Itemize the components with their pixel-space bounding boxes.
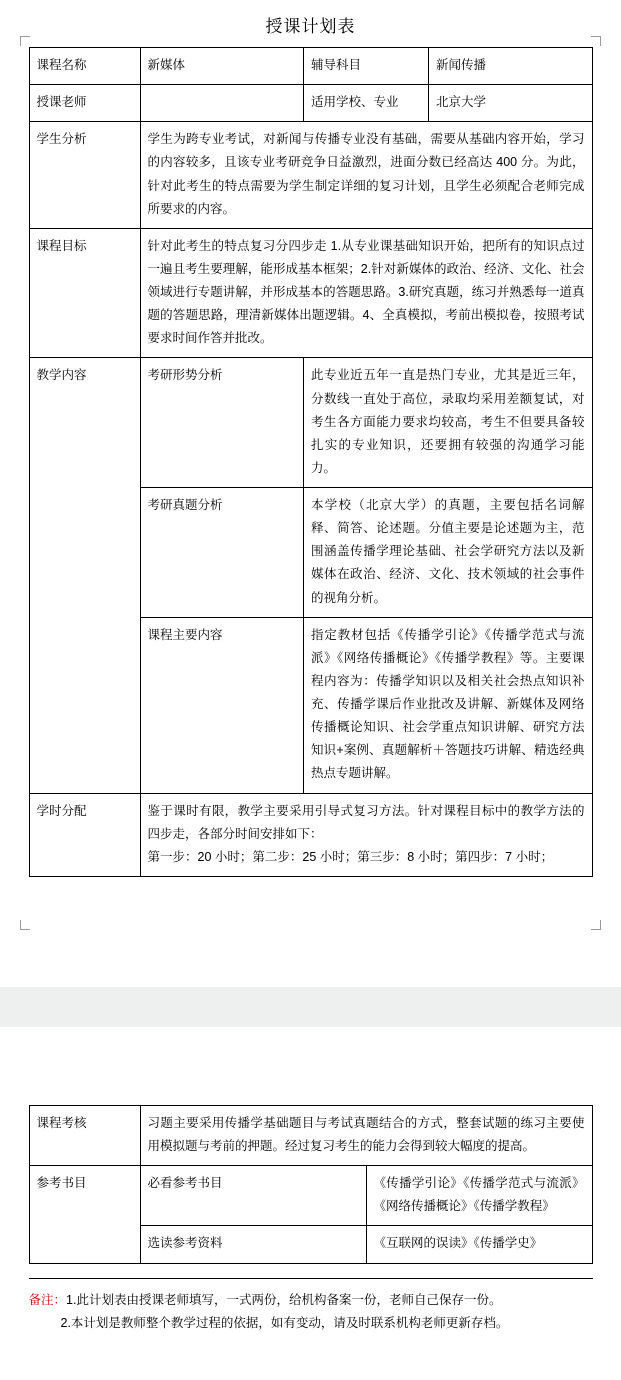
crop-mark-top-right — [591, 36, 601, 46]
hours-allocation-label: 学时分配 — [29, 793, 140, 876]
student-analysis-text — [140, 122, 592, 229]
tutor-subject-value: 新闻传播 — [429, 48, 593, 85]
table-row — [29, 122, 592, 229]
page-title: 授课计划表 — [265, 17, 356, 36]
teaching-content-text-0 — [304, 358, 593, 488]
assessment-reference-table — [29, 1105, 593, 1264]
teaching-content-body-1: 本学校（北京大学）的真题，主要包括名词解释、简答、论述题。分值主要是论述题为主，范围涵盖传播学理论基础、社会学研究方法以及新媒体在政治、经济、文化、技术领域的社会事件的视角分析。 — [311, 498, 585, 605]
page-break-gap-top — [0, 877, 621, 987]
teaching-content-label: 教学内容 — [29, 358, 140, 793]
hours-allocation-text — [140, 793, 592, 876]
table-row — [29, 358, 592, 488]
references-sub-label-1: 选读参考资料 — [140, 1226, 366, 1263]
page-break-gap-bottom — [0, 1027, 621, 1105]
footer-divider — [29, 1278, 593, 1279]
target-school-label: 适用学校、专业 — [304, 85, 429, 122]
course-name-value: 新媒体 — [140, 48, 304, 85]
hours-allocation-line-1: 鉴于课时有限，教学主要采用引导式复习方法。针对课程目标中的教学方法的四步走，各部分时间安排如下： — [147, 803, 585, 841]
table-row — [29, 1166, 592, 1226]
table-row — [29, 85, 592, 122]
teaching-content-sub-label-2: 课程主要内容 — [140, 617, 304, 793]
references-text-0 — [366, 1166, 592, 1226]
footer-note-line-2: 2.本计划是教师整个教学过程的依据，如有变动，请及时联系机构老师更新存档。 — [60, 1315, 509, 1330]
teaching-content-text-2 — [304, 617, 593, 793]
footer-note-label: 备注： — [28, 1292, 67, 1307]
student-analysis-body: 学生为跨专业考试，对新闻与传播专业没有基础，需要从基础内容开始，学习的内容较多，且该专业考研竞争日益激烈，进面分数已经高达 400 分。为此，针对此考生的特点需要为学生制定详细的复习计划，且学生必须配合老师完成所要求的内容。 — [147, 132, 585, 216]
teaching-content-sub-label-0: 考研形势分析 — [140, 358, 304, 488]
teacher-value — [140, 85, 304, 122]
crop-mark-bottom-right — [591, 920, 601, 930]
tutor-subject-label: 辅导科目 — [304, 48, 429, 85]
table-row — [29, 793, 592, 876]
references-label: 参考书目 — [29, 1166, 140, 1263]
hours-allocation-line-2: 第一步：20 小时；第二步：25 小时；第三步：8 小时；第四步：7 小时； — [147, 849, 554, 864]
student-analysis-label: 学生分析 — [29, 122, 140, 229]
crop-mark-bottom-left — [20, 920, 30, 930]
references-text-1 — [366, 1226, 592, 1263]
assessment-text — [140, 1105, 592, 1165]
assessment-body: 习题主要采用传播学基础题目与考试真题结合的方式，整套试题的练习主要使用模拟题与考前的押题。经过复习考生的能力会得到较大幅度的提高。 — [147, 1115, 585, 1153]
footer-note-line-1: 1.此计划表由授课老师填写，一式两份，给机构备案一份，老师自己保存一份。 — [66, 1292, 502, 1307]
course-goal-body: 针对此考生的特点复习分四步走 1.从专业课基础知识开始，把所有的知识点过一遍且考生要理解，能形成基本框架；2.针对新媒体的政治、经济、文化、社会领域进行专题讲解，并形成基本的答题思路。3.研究真题，练习并熟悉每一道真题的答题思路，理清新媒体出题逻辑。4、全真模拟，考前出模拟卷，按照考试要求时间作答并批改。 — [147, 238, 585, 346]
course-name-label: 课程名称 — [29, 48, 140, 85]
crop-mark-top-left — [20, 36, 30, 46]
references-sub-label-0: 必看参考书目 — [140, 1166, 366, 1226]
page-break-band — [0, 987, 621, 1027]
course-goal-text — [140, 228, 592, 358]
teacher-label: 授课老师 — [29, 85, 140, 122]
table-row — [29, 228, 592, 358]
references-body-0: 《传播学引论》《传播学范式与流派》《网络传播概论》《传播学教程》 — [373, 1176, 585, 1214]
course-goal-label: 课程目标 — [29, 228, 140, 358]
assessment-label: 课程考核 — [29, 1105, 140, 1165]
teaching-content-body-2: 指定教材包括《传播学引论》《传播学范式与流派》《网络传播概论》《传播学教程》等。主要课程内容为：传播学知识以及相关社会热点知识补充、传播学课后作业批改及讲解、新媒体及网络传播概论知识、社会学重点知识讲解、研究方法知识+案例、真题解析＋答题技巧讲解、精选经典热点专题讲解。 — [311, 627, 585, 781]
references-body-1: 《互联网的误读》《传播学史》 — [373, 1236, 543, 1251]
table-row — [29, 1105, 592, 1165]
target-school-value: 北京大学 — [429, 85, 593, 122]
teaching-content-sub-label-1: 考研真题分析 — [140, 488, 304, 618]
teaching-content-body-0: 此专业近五年一直是热门专业，尤其是近三年，分数线一直处于高位，录取均采用差额复试，对考生各方面能力要求均较高，考生不但要具备较扎实的专业知识，还要拥有较强的沟通学习能力。 — [311, 368, 585, 475]
teaching-content-text-1 — [304, 488, 593, 618]
footer-note — [29, 1289, 593, 1335]
table-row — [29, 48, 592, 85]
lesson-plan-table — [29, 47, 593, 877]
